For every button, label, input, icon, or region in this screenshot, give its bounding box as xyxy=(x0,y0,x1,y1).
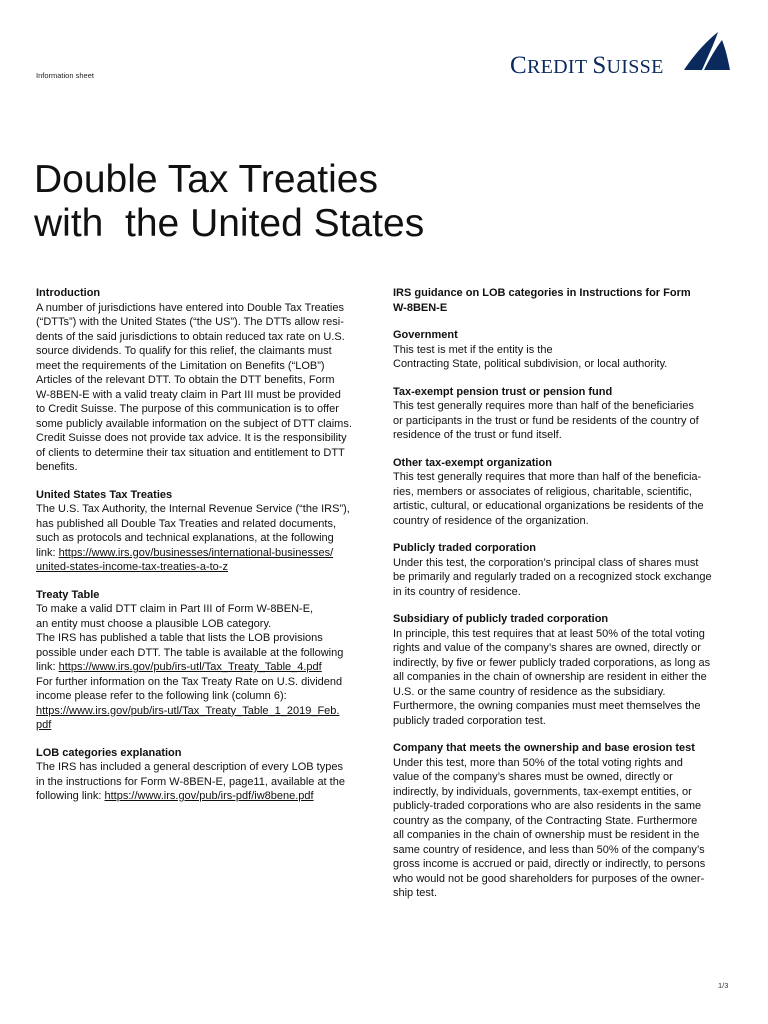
title-line-1: Double Tax Treaties xyxy=(34,158,378,201)
body-line: This test generally requires that more than half of the beneficia- xyxy=(393,471,702,483)
url-link[interactable]: https://www.irs.gov/pub/irs-pdf/iw8bene.pdf xyxy=(104,790,314,802)
body-line: W-8BEN-E with a valid treaty claim in Part III must be provided xyxy=(36,388,341,401)
body-line: source dividends. To qualify for this relief, the claimants must xyxy=(36,345,332,357)
body-line xyxy=(36,789,374,804)
heading-line: IRS guidance on LOB categories in Instructions for Form xyxy=(393,287,691,299)
url-link[interactable]: https://www.irs.gov/pub/irs-utl/Tax_Treaty_Table_1_2019_Feb. xyxy=(36,704,340,717)
body-line: some publicly available information on the subject of DTT claims. xyxy=(36,417,352,430)
section-subsidiary-of-publicly-traded-corporation xyxy=(393,612,733,728)
section-publicly-traded-corporation xyxy=(393,541,733,599)
body-line: all companies in the chain of ownership must be resident in the xyxy=(393,829,700,841)
body-line: U.S. or the same country of residence as the subsidiary. xyxy=(393,685,666,698)
body-line: The IRS has included a general description of every LOB types xyxy=(36,761,343,773)
body-line: who would not be good shareholders for purposes of the owner- xyxy=(393,872,705,885)
body-line: Contracting State, political subdivision, or local authority. xyxy=(393,358,668,370)
body-line: ship test. xyxy=(393,887,438,899)
body-line: For further information on the Tax Treaty Rate on U.S. dividend xyxy=(36,675,343,688)
section-heading: Company that meets the ownership and base erosion test xyxy=(393,742,695,754)
section-heading: United States Tax Treaties xyxy=(36,488,173,501)
body-line: This test generally requires more than half of the beneficiaries xyxy=(393,400,694,412)
section-heading: Tax-exempt pension trust or pension fund xyxy=(393,385,613,398)
body-line: artistic, cultural, or educational organizations be residents of the xyxy=(393,500,704,512)
body-line: indirectly, by individuals, governments, tax-exempt entities, or xyxy=(393,785,692,798)
section-irs-guidance-on-lob-categories-in-instructions-for-form-w-8ben-e xyxy=(393,286,733,315)
body-line: meet the requirements of the Limitation on Benefits (“LOB”) xyxy=(36,359,325,372)
body-line: (“DTTs”) with the United States (“the US”). The DTTs allow resi- xyxy=(36,316,344,328)
section-introduction xyxy=(36,286,374,475)
section-heading: Introduction xyxy=(36,287,101,299)
page-number: 1/3 xyxy=(718,981,729,990)
line-prefix: link: xyxy=(36,546,59,559)
section-heading: LOB categories explanation xyxy=(36,746,182,759)
body-line: such as protocols and technical explanations, at the following xyxy=(36,532,334,544)
section-heading: Other tax-exempt organization xyxy=(393,456,552,469)
body-line: an entity must choose a plausible LOB category. xyxy=(36,617,272,630)
section-united-states-tax-treaties xyxy=(36,488,374,575)
url-link[interactable]: pdf xyxy=(36,719,52,731)
body-line: country of residence of the organization. xyxy=(393,514,589,527)
document-type-label: Information sheet xyxy=(36,71,94,80)
heading-line: W-8BEN-E xyxy=(393,301,448,314)
body-line: same country of residence, and less than 50% of the company’s xyxy=(393,843,705,856)
section-heading xyxy=(393,286,733,315)
logo-wordmark: CREDIT SUISSE xyxy=(510,52,664,79)
body-line: A number of jurisdictions have entered into Double Tax Treaties xyxy=(36,301,344,314)
url-link[interactable]: https://www.irs.gov/pub/irs-utl/Tax_Treaty_Table_4.pdf xyxy=(58,661,322,673)
body-line: in the instructions for Form W-8BEN-E, page11, available at the xyxy=(36,775,345,788)
section-government xyxy=(393,328,733,372)
url-link[interactable]: united-states-income-tax-treaties-a-to-z xyxy=(36,561,228,573)
body-line: The U.S. Tax Authority, the Internal Revenue Service (“the IRS”), xyxy=(36,503,350,515)
body-line: The IRS has published a table that lists the LOB provisions xyxy=(36,632,323,644)
section-heading: Government xyxy=(393,329,458,341)
left-column xyxy=(36,286,374,817)
body-line: has published all Double Tax Treaties and related documents, xyxy=(36,517,337,530)
body-line: ries, members or associates of religious, charitable, scientific, xyxy=(393,485,692,498)
body-line: This test is met if the entity is the xyxy=(393,343,553,356)
body-line xyxy=(36,546,374,561)
body-line xyxy=(36,660,374,675)
section-company-that-meets-the-ownership-and-base-erosion-test xyxy=(393,741,733,901)
body-line: income please refer to the following link (column 6): xyxy=(36,690,287,702)
body-line: benefits. xyxy=(36,461,78,473)
line-prefix: link: xyxy=(36,661,59,673)
body-line: or participants in the trust or fund be residents of the country of xyxy=(393,414,699,427)
body-line: be primarily and regularly traded on a recognized stock exchange xyxy=(393,571,712,583)
section-other-tax-exempt-organization xyxy=(393,456,733,529)
body-line: possible under each DTT. The table is available at the following xyxy=(36,646,344,659)
body-line: publicly traded corporation test. xyxy=(393,714,546,727)
body-line: Furthermore, the owning companies must meet themselves the xyxy=(393,700,701,712)
section-heading: Publicly traded corporation xyxy=(393,542,537,554)
body-line: publicly-traded corporations who are also residents in the same xyxy=(393,800,702,812)
url-link[interactable]: https://www.irs.gov/businesses/international-businesses/ xyxy=(58,546,334,559)
section-heading: Treaty Table xyxy=(36,588,100,601)
body-line: all companies in the chain of ownership are resident in either the xyxy=(393,671,707,683)
body-line: Articles of the relevant DTT. To obtain the DTT benefits, Form xyxy=(36,374,335,386)
body-line: To make a valid DTT claim in Part III of Form W-8BEN-E, xyxy=(36,603,314,615)
section-heading: Subsidiary of publicly traded corporation xyxy=(393,613,609,625)
body-line: gross income is accrued or paid, directly or indirectly, to persons xyxy=(393,858,706,870)
section-lob-categories-explanation xyxy=(36,746,374,804)
body-line: In principle, this test requires that at least 50% of the total voting xyxy=(393,627,705,640)
title-line-2: with the United States xyxy=(34,202,425,245)
body-line: country as the company, of the Contracting State. Furthermore xyxy=(393,814,698,827)
body-line: dents of the said jurisdictions to obtain reduced tax rate on U.S. xyxy=(36,330,345,343)
body-line: rights and value of the company’s shares are owned, directly or xyxy=(393,642,701,654)
body-line: Credit Suisse does not provide tax advice. It is the responsibility xyxy=(36,432,347,444)
sails-icon xyxy=(682,30,732,72)
body-line: in its country of residence. xyxy=(393,585,521,598)
body-line: residence of the trust or fund itself. xyxy=(393,429,562,441)
credit-suisse-logo xyxy=(510,30,735,82)
body-line: Under this test, more than 50% of the total voting rights and xyxy=(393,756,683,769)
body-line: to Credit Suisse. The purpose of this communication is to offer xyxy=(36,403,339,415)
body-line: of clients to determine their tax situation and entitlement to DTT xyxy=(36,446,345,459)
section-treaty-table xyxy=(36,588,374,733)
line-prefix: following link: xyxy=(36,790,105,802)
body-line: indirectly, by five or fewer publicly traded corporations, as long as xyxy=(393,656,711,669)
body-line: Under this test, the corporation’s principal class of shares must xyxy=(393,556,699,569)
right-column xyxy=(393,286,733,914)
section-tax-exempt-pension-trust-or-pension-fund xyxy=(393,385,733,443)
page-title xyxy=(34,158,424,246)
body-line: value of the company’s shares must be owned, directly or xyxy=(393,771,673,783)
